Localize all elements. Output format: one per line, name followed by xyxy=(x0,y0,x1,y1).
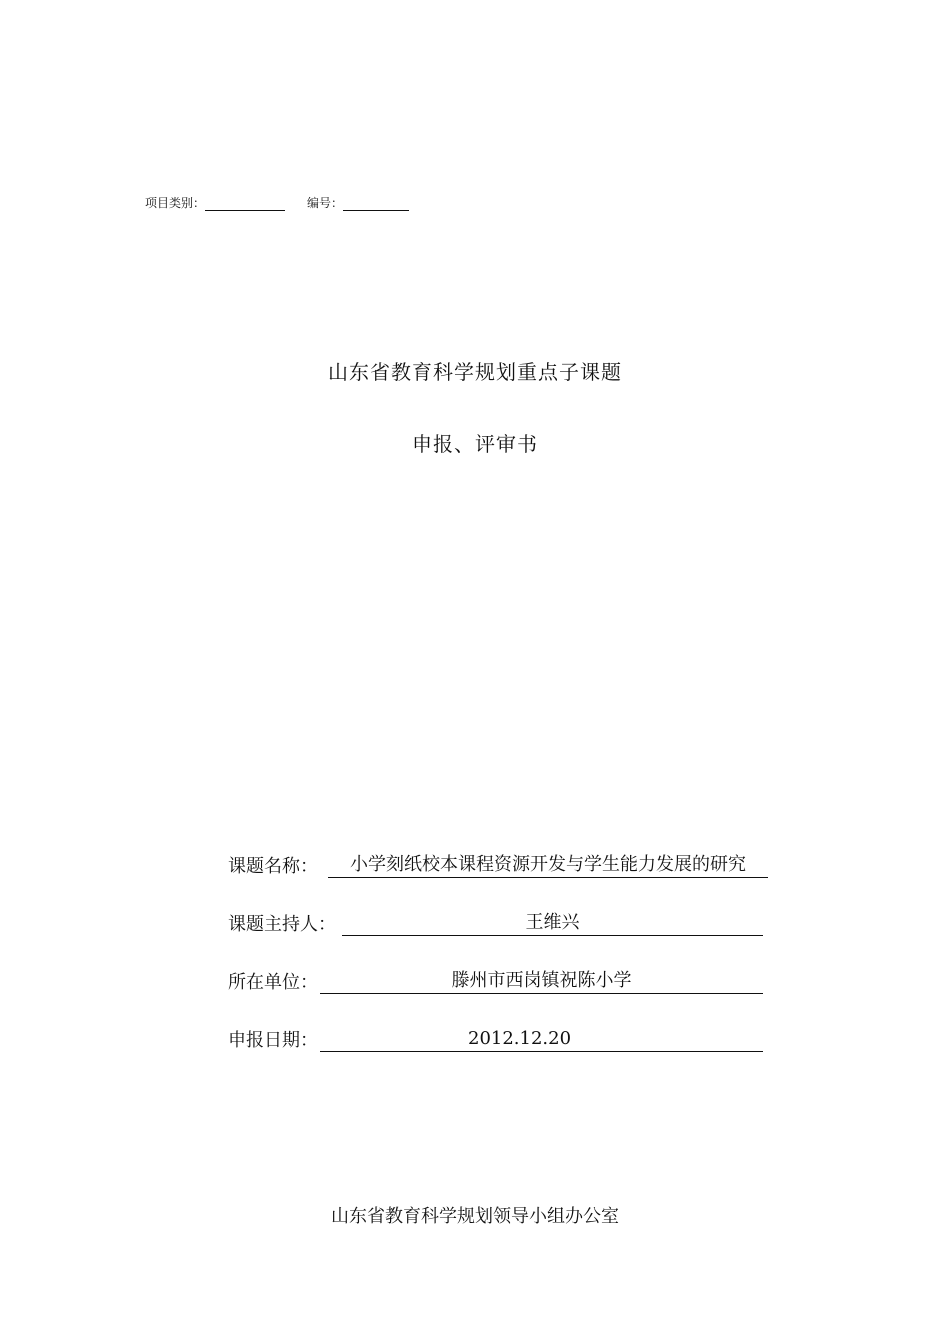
document-title: 山东省教育科学规划重点子课题 xyxy=(328,360,622,384)
host-row xyxy=(228,910,763,936)
document-subtitle: 申报、评审书 xyxy=(412,432,538,456)
host-value: 王维兴 xyxy=(342,912,763,936)
host-label: 课题主持人： xyxy=(228,914,336,935)
unit-value: 滕州市西岗镇祝陈小学 xyxy=(320,970,763,994)
issuer-footer: 山东省教育科学规划领导小组办公室 xyxy=(331,1206,619,1227)
unit-label: 所在单位： xyxy=(228,972,318,993)
topic-name-value: 小学刻纸校本课程资源开发与学生能力发展的研究 xyxy=(328,854,768,878)
topic-name-label: 课题名称： xyxy=(228,856,318,877)
serial-number-label: 编号： xyxy=(307,196,344,210)
date-label: 申报日期： xyxy=(228,1030,318,1051)
topic-name-row xyxy=(228,852,768,878)
date-value: 2012.12.20 xyxy=(320,1028,763,1052)
unit-row xyxy=(228,968,763,994)
date-row xyxy=(228,1026,763,1052)
project-category-label: 项目类别： xyxy=(145,196,206,210)
project-category-blank xyxy=(205,198,285,211)
header-meta-line xyxy=(145,194,409,211)
serial-number-blank xyxy=(343,198,409,211)
